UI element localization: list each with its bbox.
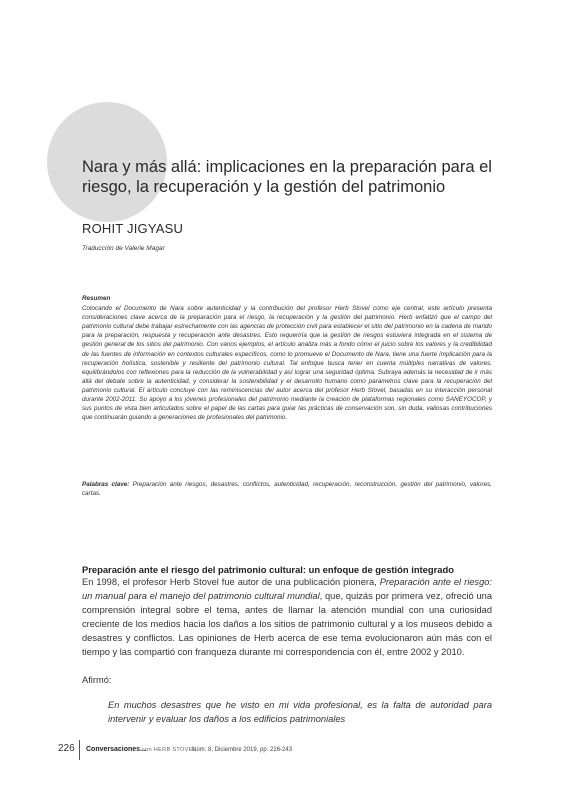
page-number: 226 [58,743,75,754]
keywords-block [82,480,492,498]
abstract-block [82,294,492,422]
body-text-2: , que, quizás por primera vez, ofreció una comprensión integral sobre el tema, antes de llamar la atención mundial con una curiosidad creciente de los medios hacia los daños a los sitios de patrimonio cultural y a los museos debido a desastres y conflictos. Las opiniones de Herb acerca de ese tema evolucionaron aún más con el tiempo y las compartió con franqueza durante mi correspondencia con él, entre 2002 y 2010. [82,590,492,657]
afirmo-text: Afirmó: [82,675,112,685]
article-author: ROHIT JIGYASU [82,221,184,236]
body-text-1: En 1998, el profesor Herb Stovel fue autor de una publicación pionera, [82,577,380,587]
keywords-text: Preparación ante riesgos, desastres, conflictos, autenticidad, recuperación, reconstrucción, gestión del patrimonio, valores, cartas. [82,481,493,498]
page-footer [0,740,565,760]
journal-name: Conversaciones... [86,746,146,753]
section-heading: Preparación ante el riesgo del patrimonio cultural: un enfoque de gestión integrado [82,564,454,575]
footer-divider [79,740,80,760]
body-book-title: Preparación ante el riesgo: un manual para el manejo del patrimonio cultural mundial [82,577,492,601]
keywords-label: Palabras clave: [82,481,130,488]
issue-info: Núm. 8, Diciembre 2019, pp. 226-243 [192,746,293,753]
block-quote: En muchos desastres que he visto en mi vida profesional, es la falta de autoridad para intervenir y evaluar los daños a los edificios patrimoniales [108,700,492,725]
translator-credit: Traducción de Valerie Magar [82,245,165,252]
journal-homage: con HERB STOVEL [142,747,197,753]
abstract-text: Colocando el Documento de Nara sobre autenticidad y la contribución del profesor Herb Stovel como eje central, este artículo presenta consideraciones clave acerca de la preparación para el riesgo, la recuperación y la gestión del patrimonio. Herb enfatizó que el campo del patrimonio cultural debe trabajar estrechamente con las agencias de protección civil para establecer el sitio del patrimonio en la cadena de mando para la preparación, respuesta y recuperación ante desastres. Esto requeriría que la gestión de riesgos estuviera integrada en el sistema de gestión general de los sitios del patrimonio. Con varios ejemplos, el artículo analiza más a fondo cómo el juicio sobre los valores y la credibilidad de las fuentes de información en contextos culturales específicos, como lo promueve el Documento de Nara, tiene una fuerte implicación para la recuperación holística, sostenible y resiliente del patrimonio cultural. Tal enfoque busca tener en cuenta múltiples narrativas de valores, equilibrándolos con reflexiones para la reducción de la vulnerabilidad y así lograr una seguridad óptima. Subraya además la necesidad de ir más allá del debate sobre la autenticidad, y considerar la sostenibilidad y el desarrollo humano como parámetros clave para la recuperación del patrimonio cultural. El artículo concluye con las reminiscencias del autor acerca del profesor Herb Stovel, basadas en su interacción personal durante 2002-2011. Su apoyo a los jóvenes profesionales del patrimonio mediante la creación de plataformas regionales como SANEYOCOP, y sus puntos de vista bien articulados sobre el papel de las cartas para guiar las prácticas de conservación son, sin duda, valiosas contribuciones que continuarán guiando a generaciones de profesionales del patrimonio. [82,305,492,422]
abstract-heading: Resumen [82,295,111,302]
article-title: Nara y más allá: implicaciones en la preparación para el riesgo, la recuperación y la gestión del patrimonio [82,158,492,196]
body-paragraph [82,576,492,659]
